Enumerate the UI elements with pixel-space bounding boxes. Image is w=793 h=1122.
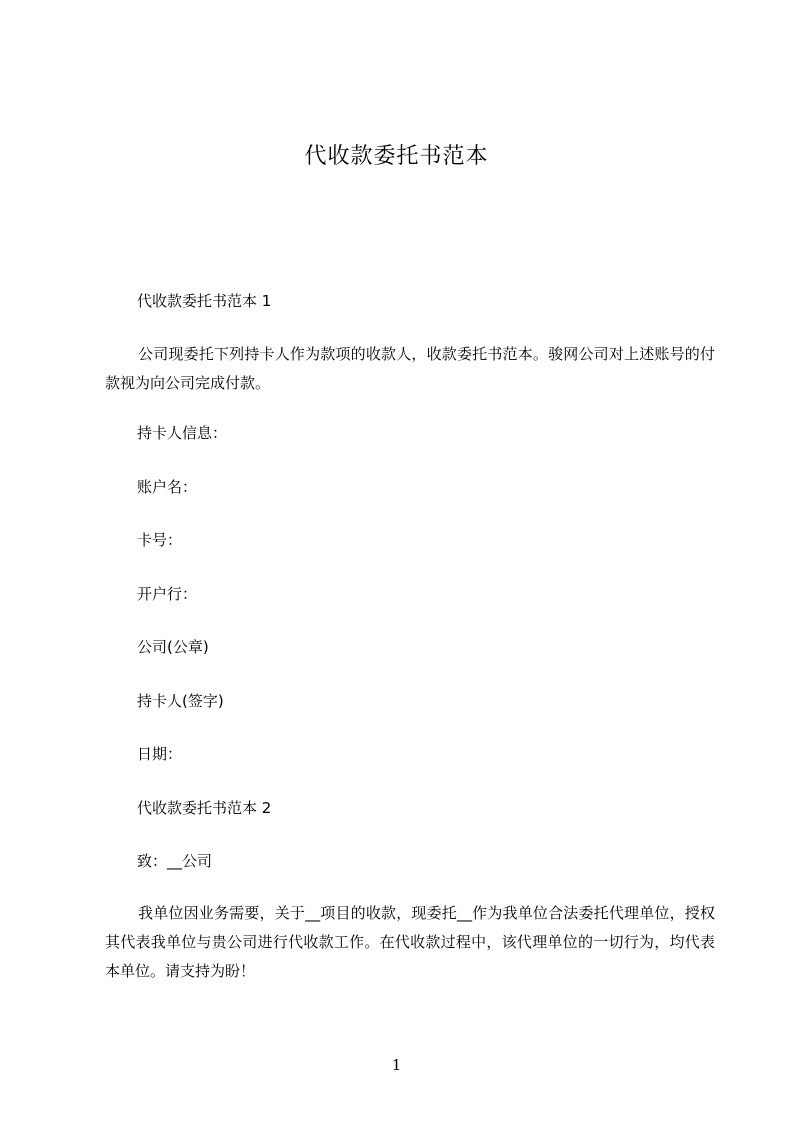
section2-salutation: 致：__公司 [137,852,213,870]
date-label: 日期： [137,745,183,763]
holder-signature-label: 持卡人(签字) [137,692,224,710]
page-number: 1 [391,1056,402,1074]
section1-paragraph: 公司现委托下列持卡人作为款项的收款人，收款委托书范本。骏网公司对上述账号的付款视为向公司完成付款。 [105,345,715,392]
company-seal-label: 公司(公章) [137,638,209,656]
account-name-label: 账户名： [137,478,198,496]
card-number-label: 卡号： [137,531,183,549]
document-title: 代收款委托书范本 [304,144,489,169]
section2-paragraph: 我单位因业务需要，关于__项目的收款，现委托__作为我单位合法委托代理单位，授权其代表我单位与贵公司进行代收款工作。在代收款过程中，该代理单位的一切行为，均代表本单位。请支持为盼！ [105,904,715,980]
holder-info-label: 持卡人信息： [137,424,228,442]
bank-label: 开户行： [137,585,198,603]
section2-heading: 代收款委托书范本 2 [137,799,272,817]
section1-heading: 代收款委托书范本 1 [137,292,272,310]
